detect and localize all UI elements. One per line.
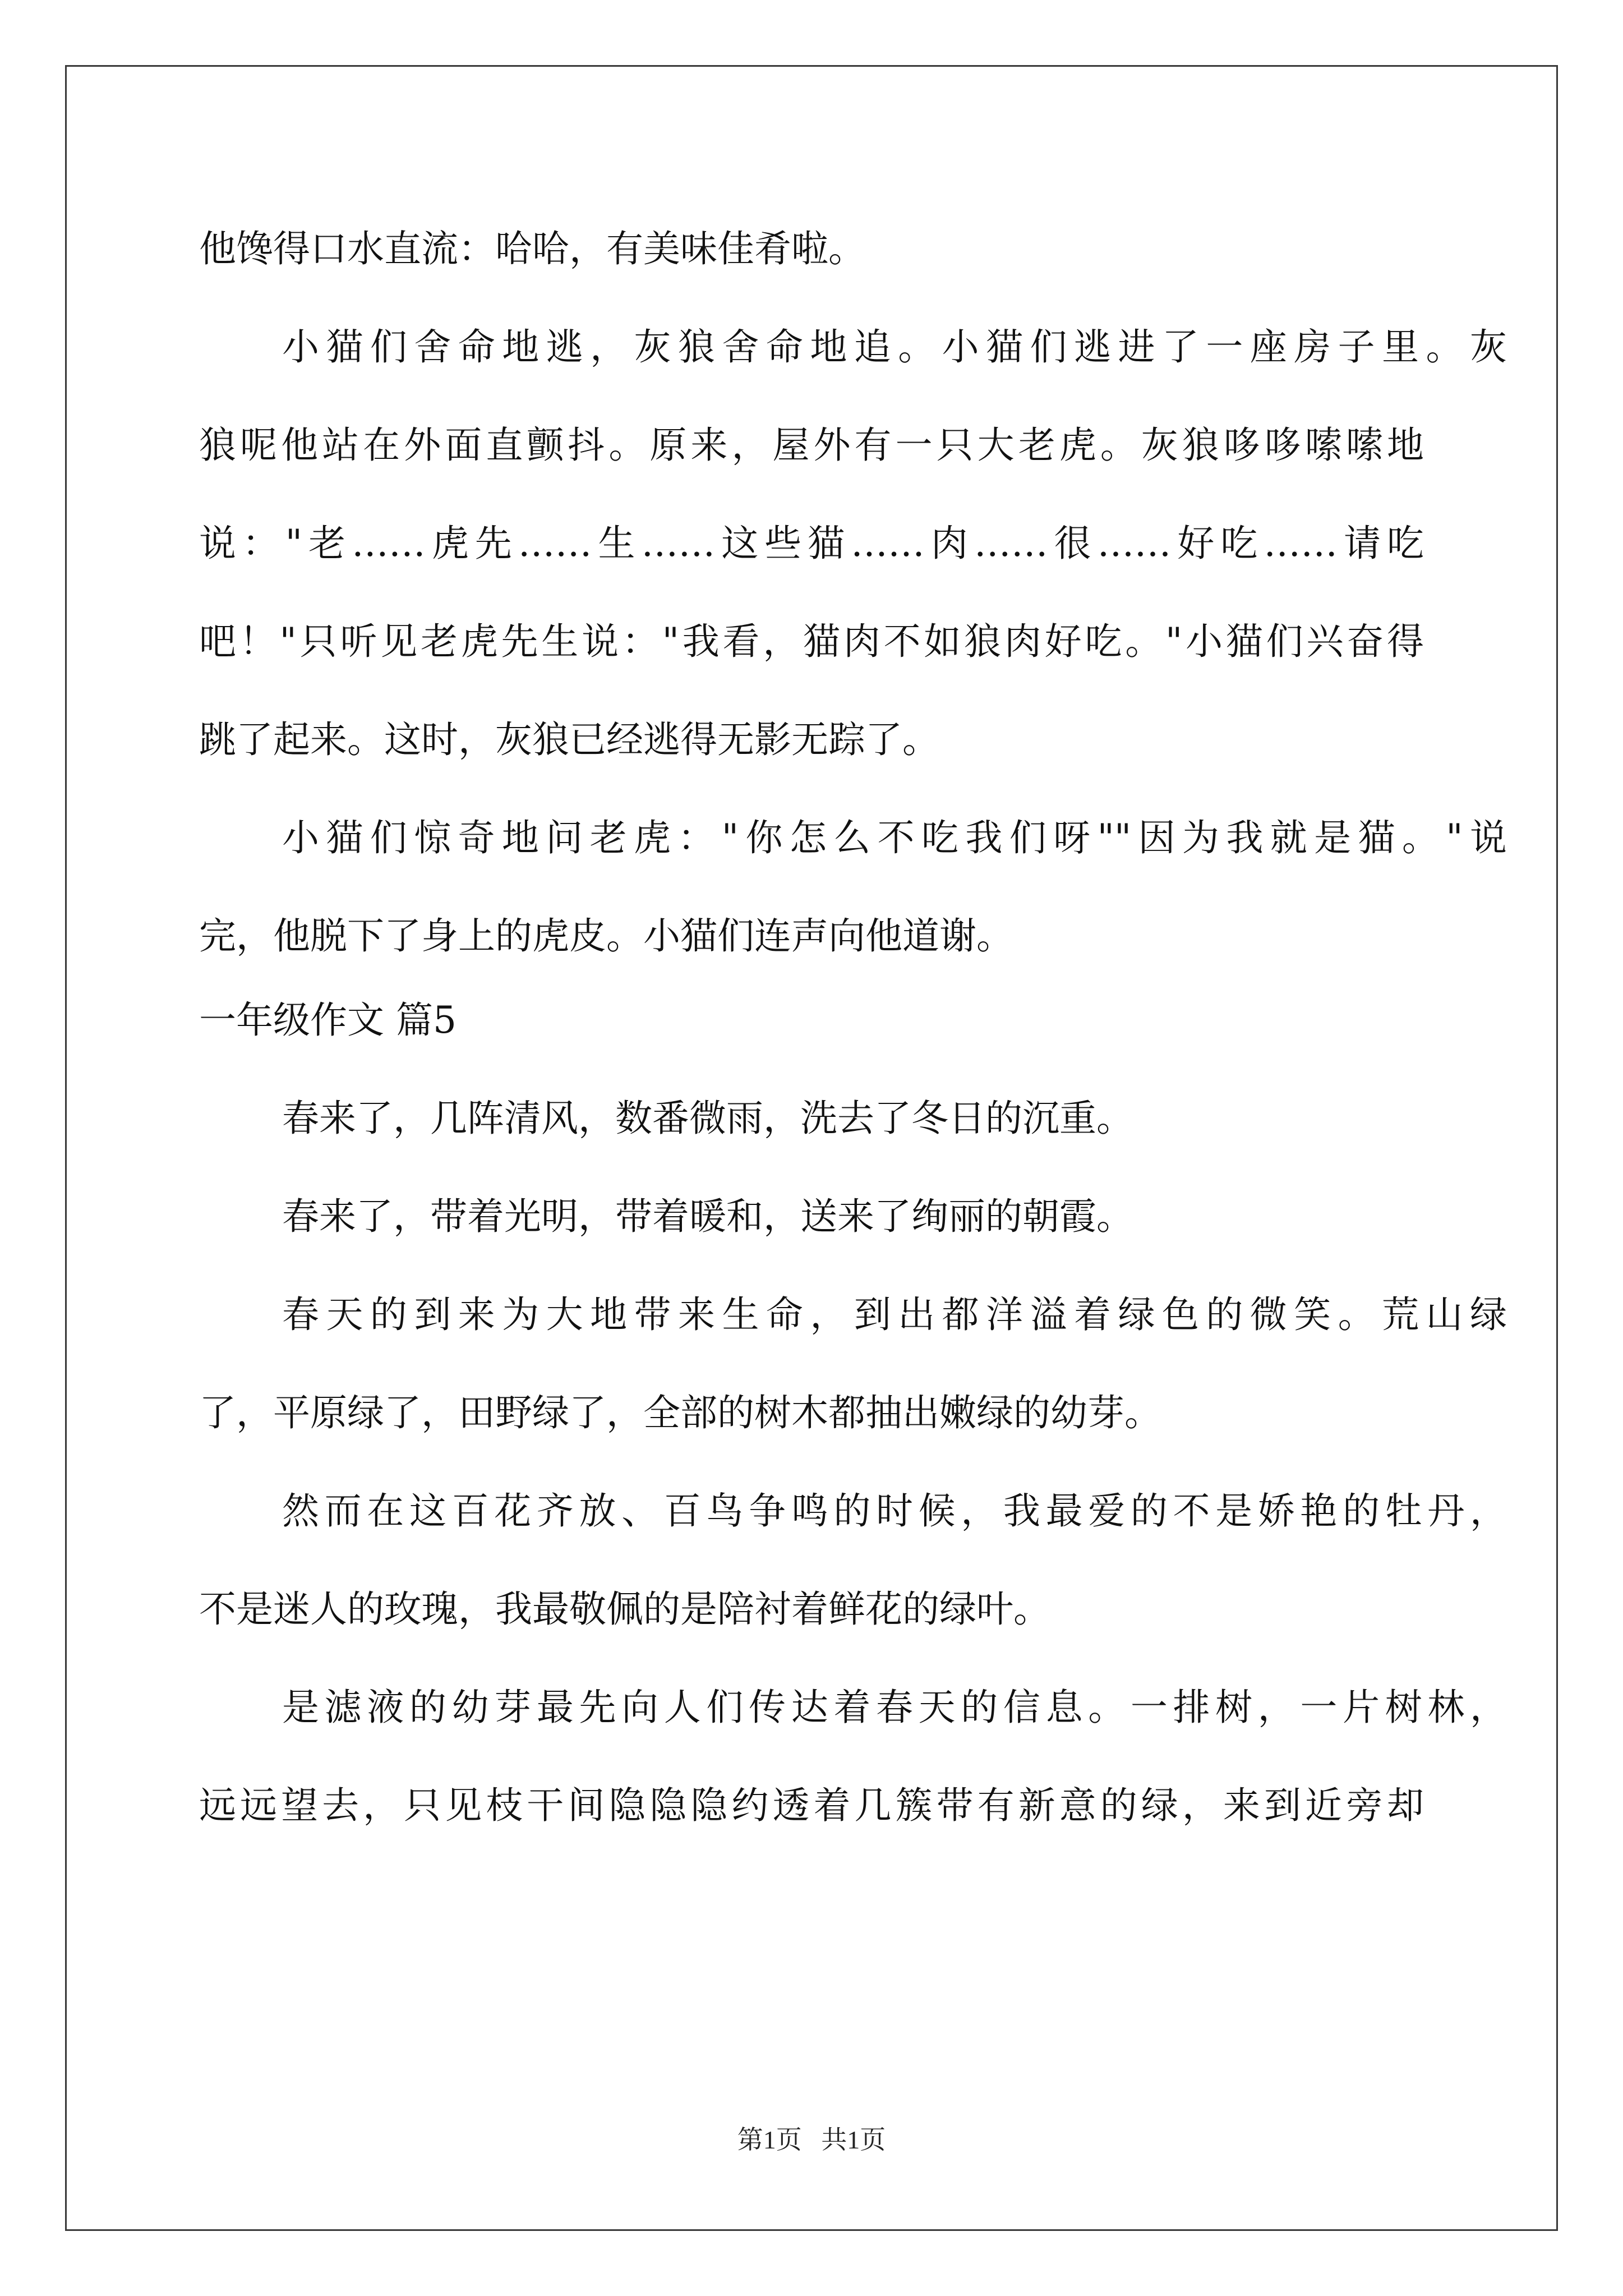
text-line: 不是迷人的玫瑰，我最敬佩的是陪衬着鲜花的绿叶。 — [199, 1588, 1050, 1631]
text-line: 远远望去，只见枝干间隐隐隐约透着几簇带有新意的绿，来到近旁却 — [199, 1784, 1424, 1827]
paragraph-line: 春来了，带着光明，带着暖和，送来了绚丽的朝霞。 — [282, 1195, 1133, 1238]
paragraph-line: 春来了，几阵清风，数番微雨，洗去了冬日的沉重。 — [282, 1097, 1133, 1140]
page-border — [65, 65, 1558, 2231]
paragraph-line: 小猫们惊奇地问老虎："你怎么不吃我们呀""因为我就是猫。"说 — [282, 816, 1507, 859]
text-line: 他馋得口水直流：哈哈，有美味佳肴啦。 — [199, 227, 865, 270]
text-line: 跳了起来。这时，灰狼已经逃得无影无踪了。 — [199, 718, 939, 761]
text-line: 说："老……虎先……生……这些猫……肉……很……好吃……请吃 — [199, 522, 1424, 565]
section-heading: 一年级作文 篇5 — [199, 999, 457, 1042]
text-line: 完，他脱下了身上的虎皮。小猫们连声向他道谢。 — [199, 914, 1013, 958]
text-line: 狼呢他站在外面直颤抖。原来，屋外有一只大老虎。灰狼哆哆嗦嗦地 — [199, 424, 1424, 467]
paragraph-line: 小猫们舍命地逃，灰狼舍命地追。小猫们逃进了一座房子里。灰 — [282, 325, 1507, 369]
paragraph-line: 春天的到来为大地带来生命，到出都洋溢着绿色的微笑。荒山绿 — [282, 1293, 1507, 1336]
text-line: 了，平原绿了，田野绿了，全部的树木都抽出嫩绿的幼芽。 — [199, 1391, 1161, 1434]
paragraph-line: 是滤液的幼芽最先向人们传达着春天的信息。一排树，一片树林， — [282, 1686, 1507, 1729]
text-line: 吧！"只听见老虎先生说："我看，猫肉不如狼肉好吃。"小猫们兴奋得 — [199, 620, 1424, 663]
paragraph-line: 然而在这百花齐放、百鸟争鸣的时候，我最爱的不是娇艳的牡丹， — [282, 1489, 1507, 1533]
page-number-footer: 第1页 共1页 — [737, 2125, 886, 2154]
